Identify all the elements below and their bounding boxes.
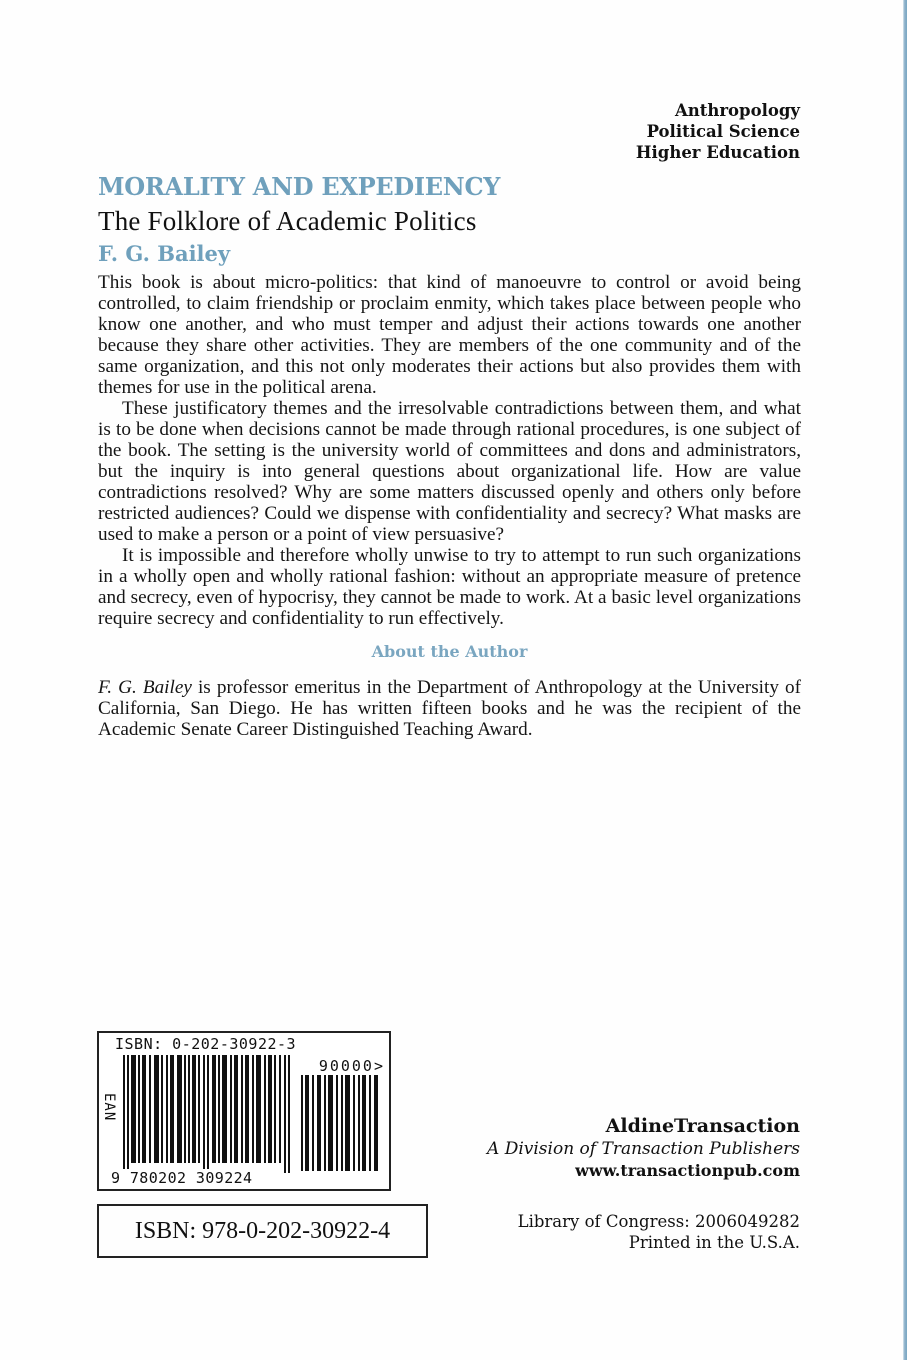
publisher-url: www.transactionpub.com	[575, 1161, 800, 1180]
barcode-addon-bars-icon	[301, 1075, 379, 1171]
publisher-name: AldineTransaction	[605, 1115, 800, 1137]
about-author-text	[98, 677, 801, 740]
subject-political-science: Political Science	[646, 122, 800, 141]
book-author: F. G. Bailey	[98, 241, 231, 266]
subject-categories	[636, 100, 800, 163]
barcode-bars-icon	[123, 1055, 291, 1173]
barcode-ean13-digits: 9 780202 309224	[111, 1169, 253, 1187]
description-paragraph: These justificatory themes and the irresolvable contradictions between them, and what is to be done when decisions cannot be made through rational procedures, is one subject of the book. The setting is the university world of committees and dons and administrators, but the inquiry is into general questions about organizational life. How are value contradictions resolved? Why are some matters discussed openly and others only before restricted audiences? Could we dispense with confidentiality and secrecy? What masks are used to make a person or a point of view persuasive?	[98, 398, 801, 545]
subject-anthropology: Anthropology	[674, 101, 800, 120]
description-paragraph: It is impossible and therefore wholly unwise to try to attempt to run such organizations in a wholly open and wholly rational fashion: without an appropriate measure of pretence and secrecy, even of hypocrisy, they cannot be made to work. At a basic level organizations require secrecy and confidentiality to run effectively.	[98, 545, 801, 629]
barcode-ean-label: EAN	[101, 1093, 117, 1122]
publisher-info	[487, 1114, 800, 1182]
publisher-division: A Division of Transaction Publishers	[487, 1139, 800, 1159]
printed-in: Printed in the U.S.A.	[628, 1233, 800, 1252]
description-paragraph: This book is about micro-politics: that kind of manoeuvre to control or avoid being controlled, to claim friendship or proclaim enmity, which takes place between people who know one another, and who must temper and adjust their actions towards one another because they share other activities. They are members of the one community and of the same organization, and this not only moderates their actions but also provides them with themes for use in the political arena.	[98, 272, 801, 398]
book-title: MORALITY AND EXPEDIENCY	[98, 172, 501, 201]
book-description	[98, 272, 801, 629]
about-author-heading: About the Author	[371, 642, 528, 661]
isbn13-box: ISBN: 978-0-202-30922-4	[97, 1204, 428, 1258]
barcode-price-code: 90000>	[318, 1057, 385, 1075]
book-subtitle: The Folklore of Academic Politics	[98, 206, 477, 236]
barcode	[97, 1031, 391, 1191]
about-author-bio: is professor emeritus in the Department of Anthropology at the University of California, San Diego. He has written fifteen books and he was the recipient of the Academic Senate Career Distinguished Teaching Award.	[98, 677, 801, 740]
cover-edge-stripe	[903, 0, 907, 1360]
back-cover-content	[98, 171, 801, 740]
barcode-isbn10-label: ISBN: 0-202-30922-3	[115, 1035, 297, 1053]
about-author-name: F. G. Bailey	[98, 677, 192, 698]
library-of-congress-number: Library of Congress: 2006049282	[517, 1212, 800, 1231]
catalog-info	[518, 1211, 800, 1253]
subject-higher-education: Higher Education	[635, 143, 800, 162]
